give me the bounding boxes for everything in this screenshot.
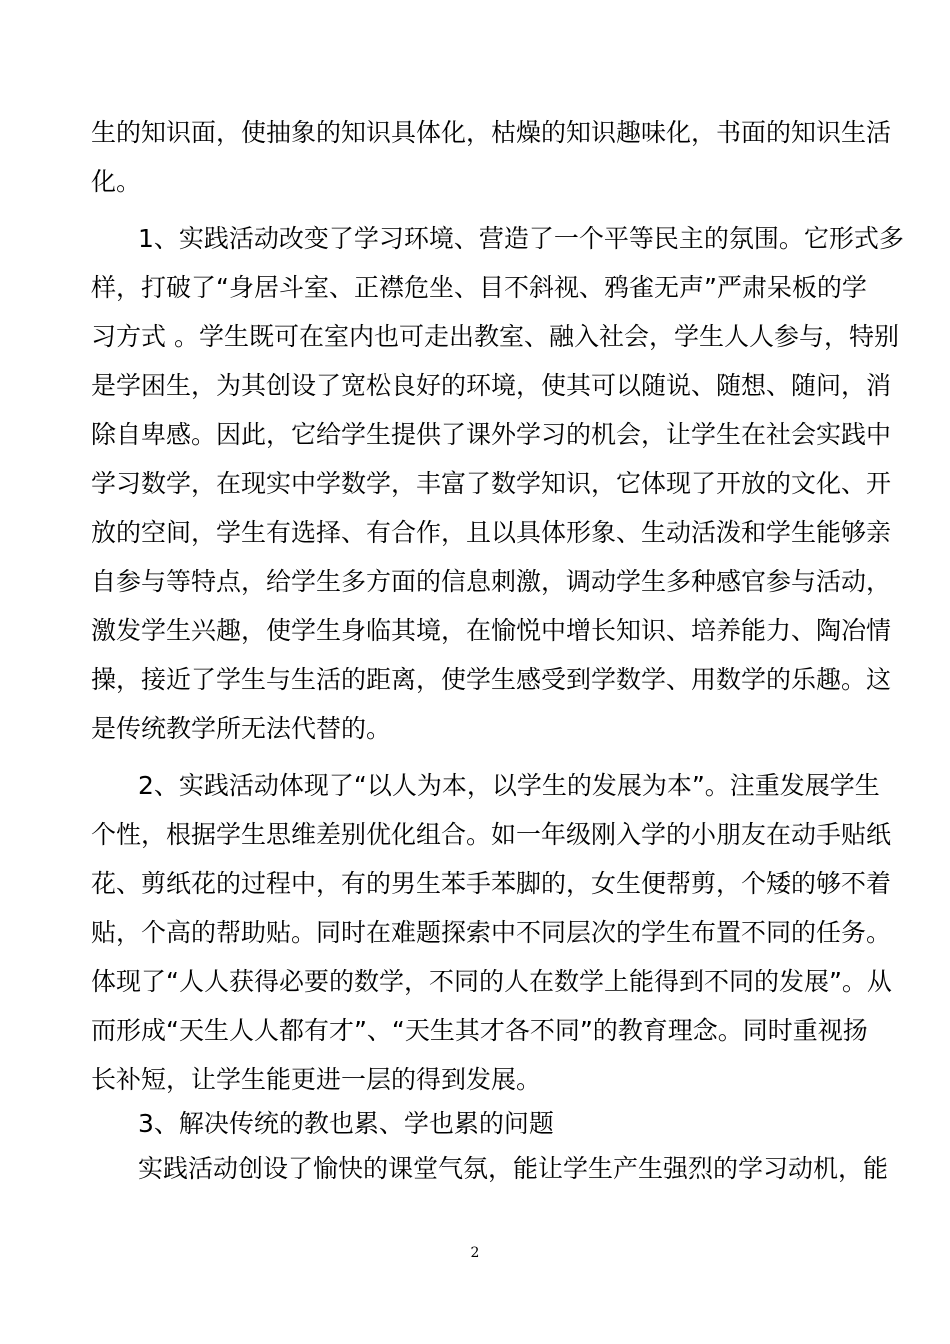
text-line: 学习数学，在现实中学数学，丰富了数学知识，它体现了开放的文化、开	[91, 469, 892, 498]
text-line: 是学困生，为其创设了宽松良好的环境，使其可以随说、随想、随问，消	[91, 371, 892, 400]
page-number: 2	[470, 1245, 480, 1261]
text-line: 操，接近了学生与生活的距离，使学生感受到学数学、用数学的乐趣。这	[91, 665, 892, 694]
text-line: 而形成“天生人人都有才”、“天生其才各不同”的教育理念。同时重视扬	[91, 1016, 868, 1045]
paragraph-3-heading: 3、解决传统的教也累、学也累的问题	[138, 1109, 554, 1138]
text-line: 自参与等特点，给学生多方面的信息刺激，调动学生多种感官参与活动，	[91, 567, 892, 596]
text-line: 放的空间，学生有选择、有合作，且以具体形象、生动活泼和学生能够亲	[91, 518, 892, 547]
text-line: 激发学生兴趣，使学生身临其境，在愉悦中增长知识、培养能力、陶冶情	[91, 616, 892, 645]
text-line: 个性，根据学生思维差别优化组合。如一年级刚入学的小朋友在动手贴纸	[91, 820, 892, 849]
text-line: 样，打破了“身居斗室、正襟危坐、目不斜视、鸦雀无声”严肃呆板的学	[91, 273, 867, 302]
text-line: 贴，个高的帮助贴。同时在难题探索中不同层次的学生布置不同的任务。	[91, 918, 892, 947]
paragraph-3-first-line: 实践活动创设了愉快的课堂气氛，能让学生产生强烈的学习动机，能	[138, 1154, 889, 1183]
text-line: 化。	[91, 167, 142, 196]
text-line: 长补短，让学生能更进一层的得到发展。	[91, 1065, 542, 1094]
text-line: 体现了“人人获得必要的数学，不同的人在数学上能得到不同的发展”。从	[91, 967, 892, 996]
text-line: 生的知识面，使抽象的知识具体化，枯燥的知识趣味化，书面的知识生活	[91, 118, 892, 147]
text-line: 习方式 。学生既可在室内也可走出教室、融入社会，学生人人参与，特别	[91, 322, 899, 351]
text-line: 是传统教学所无法代替的。	[91, 714, 392, 743]
paragraph-1-first-line: 1、实践活动改变了学习环境、营造了一个平等民主的氛围。它形式多	[138, 224, 904, 253]
paragraph-2-first-line: 2、实践活动体现了“以人为本，以学生的发展为本”。注重发展学生	[138, 771, 880, 800]
text-line: 花、剪纸花的过程中，有的男生苯手苯脚的，女生便帮剪，个矮的够不着	[91, 869, 892, 898]
text-line: 除自卑感。因此，它给学生提供了课外学习的机会，让学生在社会实践中	[91, 420, 892, 449]
